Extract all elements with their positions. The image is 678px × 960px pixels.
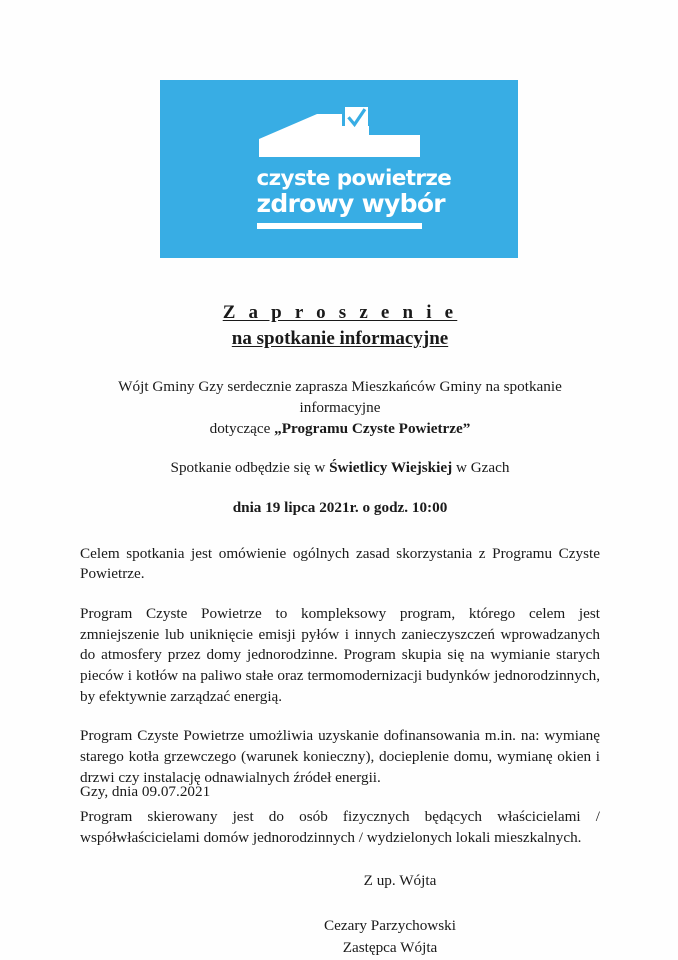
- footer-place-date: Gzy, dnia 09.07.2021: [80, 783, 211, 800]
- intro-line-2-prefix: dotyczące: [209, 419, 275, 437]
- logo-background: [160, 80, 518, 258]
- logo-underline-bar: [257, 223, 422, 229]
- body-paragraph-3: Program Czyste Powietrze umożliwia uzyskanie dofinansowania m.in. na: wymianę starego kotła grzewczego (warunek konieczny), docieplenie domu, wymianę okien i drzwi czy instalację odnawialnych źródeł energii.: [80, 727, 600, 786]
- place-suffix: w Gzach: [452, 459, 510, 477]
- intro-program-name: „Programu Czyste Powietrze”: [274, 419, 471, 437]
- place-prefix: Spotkanie odbędzie się w: [170, 459, 330, 477]
- signature-name: Cezary Parzychowski: [323, 917, 456, 935]
- body-paragraph-2: Program Czyste Powietrze to kompleksowy program, którego celem jest zmniejszenie lub uniknięcie emisji pyłów i innych zanieczyszczeń wprowadzanych do atmosfery przez domy jednorodzinne. Program skupia się na wymianie starych pieców i kotłów na paliwo stałe oraz termomodernizacji budynków jednorodzinnych, by efektywnie zarządzać energią.: [80, 604, 600, 705]
- body-paragraph-4: Program skierowany jest do osób fizycznych będących właścicielami / współwłaścicielami domów jednorodzinnych / wydzielonych lokali mieszkalnych.: [80, 808, 600, 846]
- logo-content: [256, 105, 452, 229]
- body-paragraph-1: Celem spotkania jest omówienie ogólnych zasad skorzystania z Programu Czyste Powietrze.: [80, 544, 600, 583]
- document-title: [80, 300, 600, 351]
- program-logo-banner: [160, 80, 518, 258]
- meeting-place: [80, 458, 600, 479]
- signature-role: Z up. Wójta: [363, 871, 437, 889]
- document-body: [80, 300, 600, 958]
- title-line-1: Z a p r o s z e n i e: [222, 302, 458, 323]
- house-with-checkmark-icon: [257, 105, 422, 165]
- place-venue: Świetlicy Wiejskiej: [329, 459, 453, 477]
- title-line-2: na spotkanie informacyjne: [231, 328, 449, 350]
- intro-line-1: Wójt Gminy Gzy serdecznie zaprasza Mieszkańców Gminy na spotkanie informacyjne: [118, 378, 562, 416]
- signature-title: Zastępca Wójta: [342, 938, 438, 956]
- signature-block: [80, 871, 600, 958]
- intro-paragraph: [80, 377, 600, 439]
- logo-text-line1: czyste powietrze: [256, 165, 452, 191]
- signature-name-block: [80, 915, 600, 958]
- meeting-datetime: dnia 19 lipca 2021r. o godz. 10:00: [232, 498, 448, 516]
- logo-text-line2: zdrowy wybór: [256, 188, 445, 218]
